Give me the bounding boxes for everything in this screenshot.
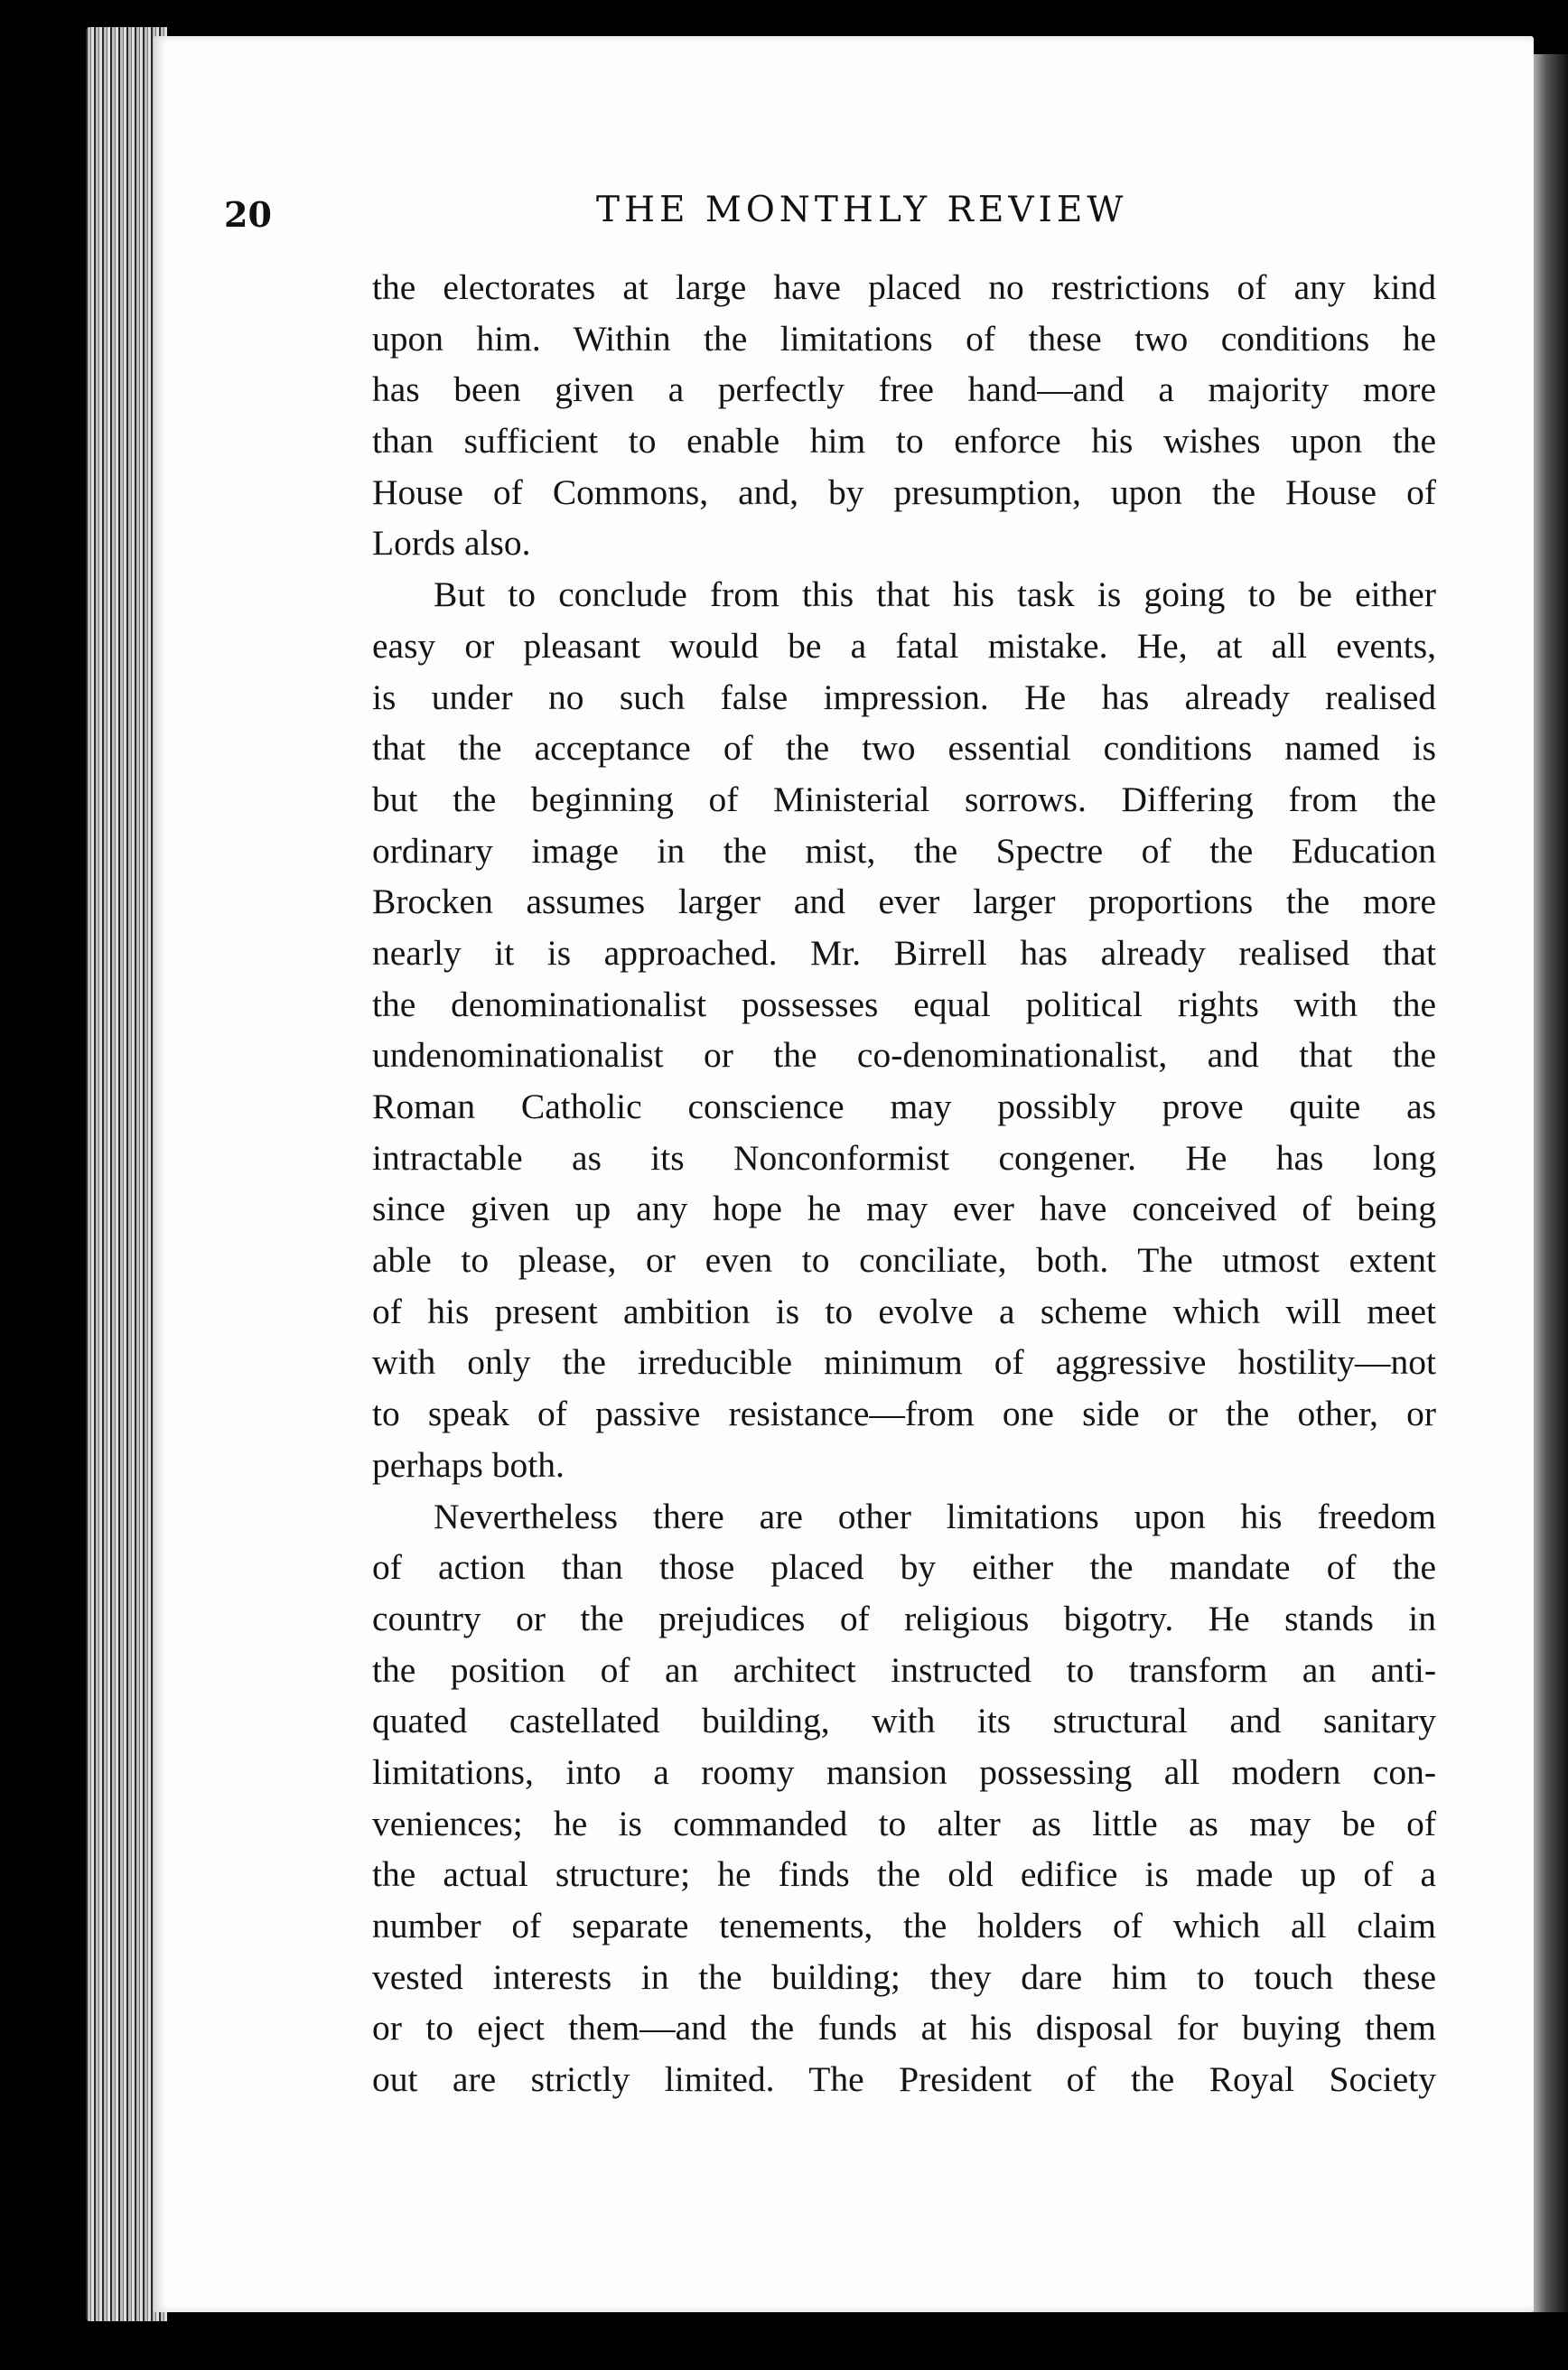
text-line: the actual structure; he finds the old edifice is made up of a [372, 1854, 1436, 1895]
text-line: upon him. Within the limitations of these two conditions he [372, 318, 1436, 359]
text-line: that the acceptance of the two essential conditions named is [372, 728, 1436, 769]
text-line: out are strictly limited. The President of the Royal Society [372, 2059, 1436, 2100]
text-line: number of separate tenements, the holders of which all claim [372, 1906, 1436, 1945]
text-line: than sufficient to enable him to enforce his wishes upon the [372, 421, 1436, 462]
paragraph-start-line: But to conclude from this that his task is going to be either [434, 574, 1436, 615]
text-line: of his present ambition is to evolve a scheme which will meet [372, 1291, 1436, 1331]
paragraph-start-line: Nevertheless there are other limitations upon his freedom [434, 1496, 1436, 1536]
body-text [372, 262, 1436, 2105]
text-line: is under no such false impression. He has already realised [372, 676, 1436, 717]
text-line: to speak of passive resistance—from one side or the other, or [372, 1394, 1436, 1434]
text-line: veniences; he is commanded to alter as little as may be of [372, 1803, 1436, 1843]
text-line: or to eject them—and the funds at his disposal for buying them [372, 2008, 1436, 2048]
text-line: easy or pleasant would be a fatal mistake. He, at all events, [372, 625, 1436, 666]
text-line: the position of an architect instructed to transform an anti- [372, 1649, 1436, 1690]
text-line: country or the prejudices of religious bigotry. He stands in [372, 1598, 1436, 1638]
text-line: the electorates at large have placed no restrictions of any kind [372, 267, 1436, 307]
text-line: has been given a perfectly free hand—and a majority more [372, 369, 1436, 410]
text-line: intractable as its Nonconformist congener. He has long [372, 1137, 1436, 1178]
text-line: nearly it is approached. Mr. Birrell has already realised that [372, 932, 1436, 973]
text-line: able to please, or even to conciliate, both. The utmost extent [372, 1240, 1436, 1281]
text-line: the denominationalist possesses equal political rights with the [372, 984, 1436, 1024]
text-line: Lords also. [372, 523, 531, 564]
text-line: of action than those placed by either the mandate of the [372, 1547, 1436, 1588]
text-line: ordinary image in the mist, the Spectre of the Education [372, 830, 1436, 871]
text-line: vested interests in the building; they dare him to touch these [372, 1956, 1436, 1997]
text-line: undenominationalist or the co-denominationalist, and that the [372, 1035, 1436, 1076]
page-number: 20 [224, 194, 272, 235]
page-shadow [1532, 54, 1568, 2312]
running-head-title: THE MONTHLY REVIEW [596, 190, 1128, 230]
text-line: House of Commons, and, by presumption, upon the House of [372, 471, 1436, 512]
text-line: perhaps both. [372, 1444, 565, 1485]
text-line: Brocken assumes larger and ever larger proportions the more [372, 882, 1436, 922]
text-line: limitations, into a roomy mansion possessing all modern con- [372, 1751, 1436, 1792]
text-line: but the beginning of Ministerial sorrows. Differing from the [372, 779, 1436, 819]
text-line: Roman Catholic conscience may possibly prove quite as [372, 1087, 1436, 1126]
text-line: with only the irreducible minimum of aggressive hostility—not [372, 1342, 1436, 1383]
text-line: since given up any hope he may ever have conceived of being [372, 1189, 1436, 1229]
text-line: quated castellated building, with its structural and sanitary [372, 1701, 1436, 1741]
